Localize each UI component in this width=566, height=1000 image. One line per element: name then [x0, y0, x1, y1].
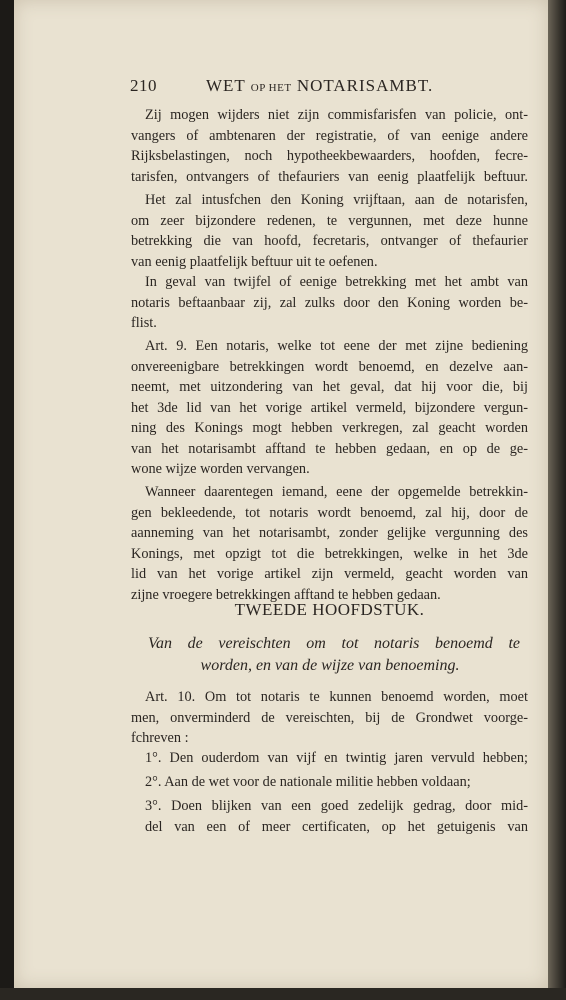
paragraph-1	[131, 105, 528, 187]
running-title-part-c: NOTARISAMBT.	[291, 76, 434, 95]
text-line: Art. 9. Een notaris, welke tot eene der met zijne bediening	[145, 338, 528, 354]
text-line: Het zal intusfchen den Koning vrijftaan, aan de notarisfen,	[145, 192, 528, 208]
text-line: Wanneer daarentegen iemand, eene der opgemelde betrekkin-	[145, 484, 528, 500]
running-title-part-b: OP HET	[250, 82, 292, 94]
text-line: 1°. Den ouderdom van vijf en twintig jaren vervuld hebben;	[145, 750, 528, 766]
text-line: Rijksbelastingen, noch hypotheekbewaarders, hoofden, fecre-	[131, 148, 528, 164]
text-line: tarisfen, ontvangers of thefauriers van eenig plaatfelijk beftuur.	[131, 168, 528, 185]
paragraph-2	[131, 190, 528, 272]
page-number: 210	[130, 76, 157, 95]
chapter-subtitle	[140, 633, 520, 677]
running-header	[130, 76, 530, 98]
running-title-part-a: WET	[206, 76, 251, 95]
text-line: flist.	[131, 315, 157, 331]
text-line: om zeer bijzondere redenen, te vergunnen, met deze hunne	[131, 212, 528, 229]
text-line: gen bekleedende, tot notaris wordt benoemd, zal hij, door de	[131, 504, 528, 521]
text-line: wone wijze worden vervangen.	[131, 461, 310, 477]
list-item-3	[131, 796, 528, 837]
article-9	[131, 336, 528, 480]
text-line: Zij mogen wijders niet zijn commisfarisfen van policie, ont-	[145, 107, 528, 123]
subtitle-line: Van de vereischten om tot notaris benoemd te	[148, 635, 520, 652]
book-edge	[548, 0, 566, 1000]
text-line: fchreven :	[131, 730, 189, 746]
text-line: men, onverminderd de vereischten, bij de Grondwet voorge-	[131, 709, 528, 726]
text-line: ning des Konings mogt hebben verkregen, zal geacht worden	[131, 420, 528, 436]
text-line: Art. 10. Om tot notaris te kunnen benoemd worden, moet	[145, 689, 528, 705]
paragraph-3	[131, 272, 528, 334]
text-line: betrekking die van hoofd, fecretaris, ontvanger of thefaurier	[131, 233, 528, 249]
text-line: neemt, met uitzondering van het geval, dat hij voor die, bij	[131, 379, 528, 395]
text-line: 3°. Doen blijken van een goed zedelijk gedrag, door mid-	[145, 798, 528, 814]
running-title	[206, 76, 433, 96]
text-line: onvereenigbare betrekkingen wordt benoemd, en dezelve aan-	[131, 358, 528, 375]
text-line: Konings, met opzigt tot die betrekkingen, welke in het 3de	[131, 545, 528, 562]
text-line: van het notarisambt afftand te hebben gedaan, en op de ge-	[131, 440, 528, 457]
chapter-heading: TWEEDE HOOFDSTUK.	[234, 600, 425, 619]
subtitle-line: worden, en van de wijze van benoeming.	[200, 657, 460, 674]
text-line: 2°. Aan de wet voor de nationale militie hebben voldaan;	[145, 774, 471, 790]
article-10	[131, 687, 528, 749]
text-line: van eenig plaatfelijk beftuur uit te oefenen.	[131, 253, 378, 270]
text-line: lid van het vorige artikel zijn vermeld, geacht worden van	[131, 566, 528, 582]
text-line: vangers of ambtenaren der registratie, of van eenige andere	[131, 127, 528, 144]
list-item-2	[131, 772, 528, 793]
text-line: aanneming van het notarisambt, zonder gelijke vergunning des	[131, 525, 528, 541]
text-line: zijne vroegere betrekkingen afftand te hebben gedaan.	[131, 586, 441, 603]
paragraph-5	[131, 482, 528, 605]
list-item-1	[131, 748, 528, 769]
text-line: del van een of meer certificaten, op het getuigenis van	[145, 818, 528, 835]
text-line: het 3de lid van het vorige artikel vermeld, bijzondere vergun-	[131, 399, 528, 416]
text-line: In geval van twijfel of eenige betrekking met het ambt van	[145, 274, 528, 290]
text-line: notaris beftaanbaar zij, zal zulks door den Koning worden be-	[131, 294, 528, 311]
page-bottom-shadow	[0, 988, 566, 1000]
